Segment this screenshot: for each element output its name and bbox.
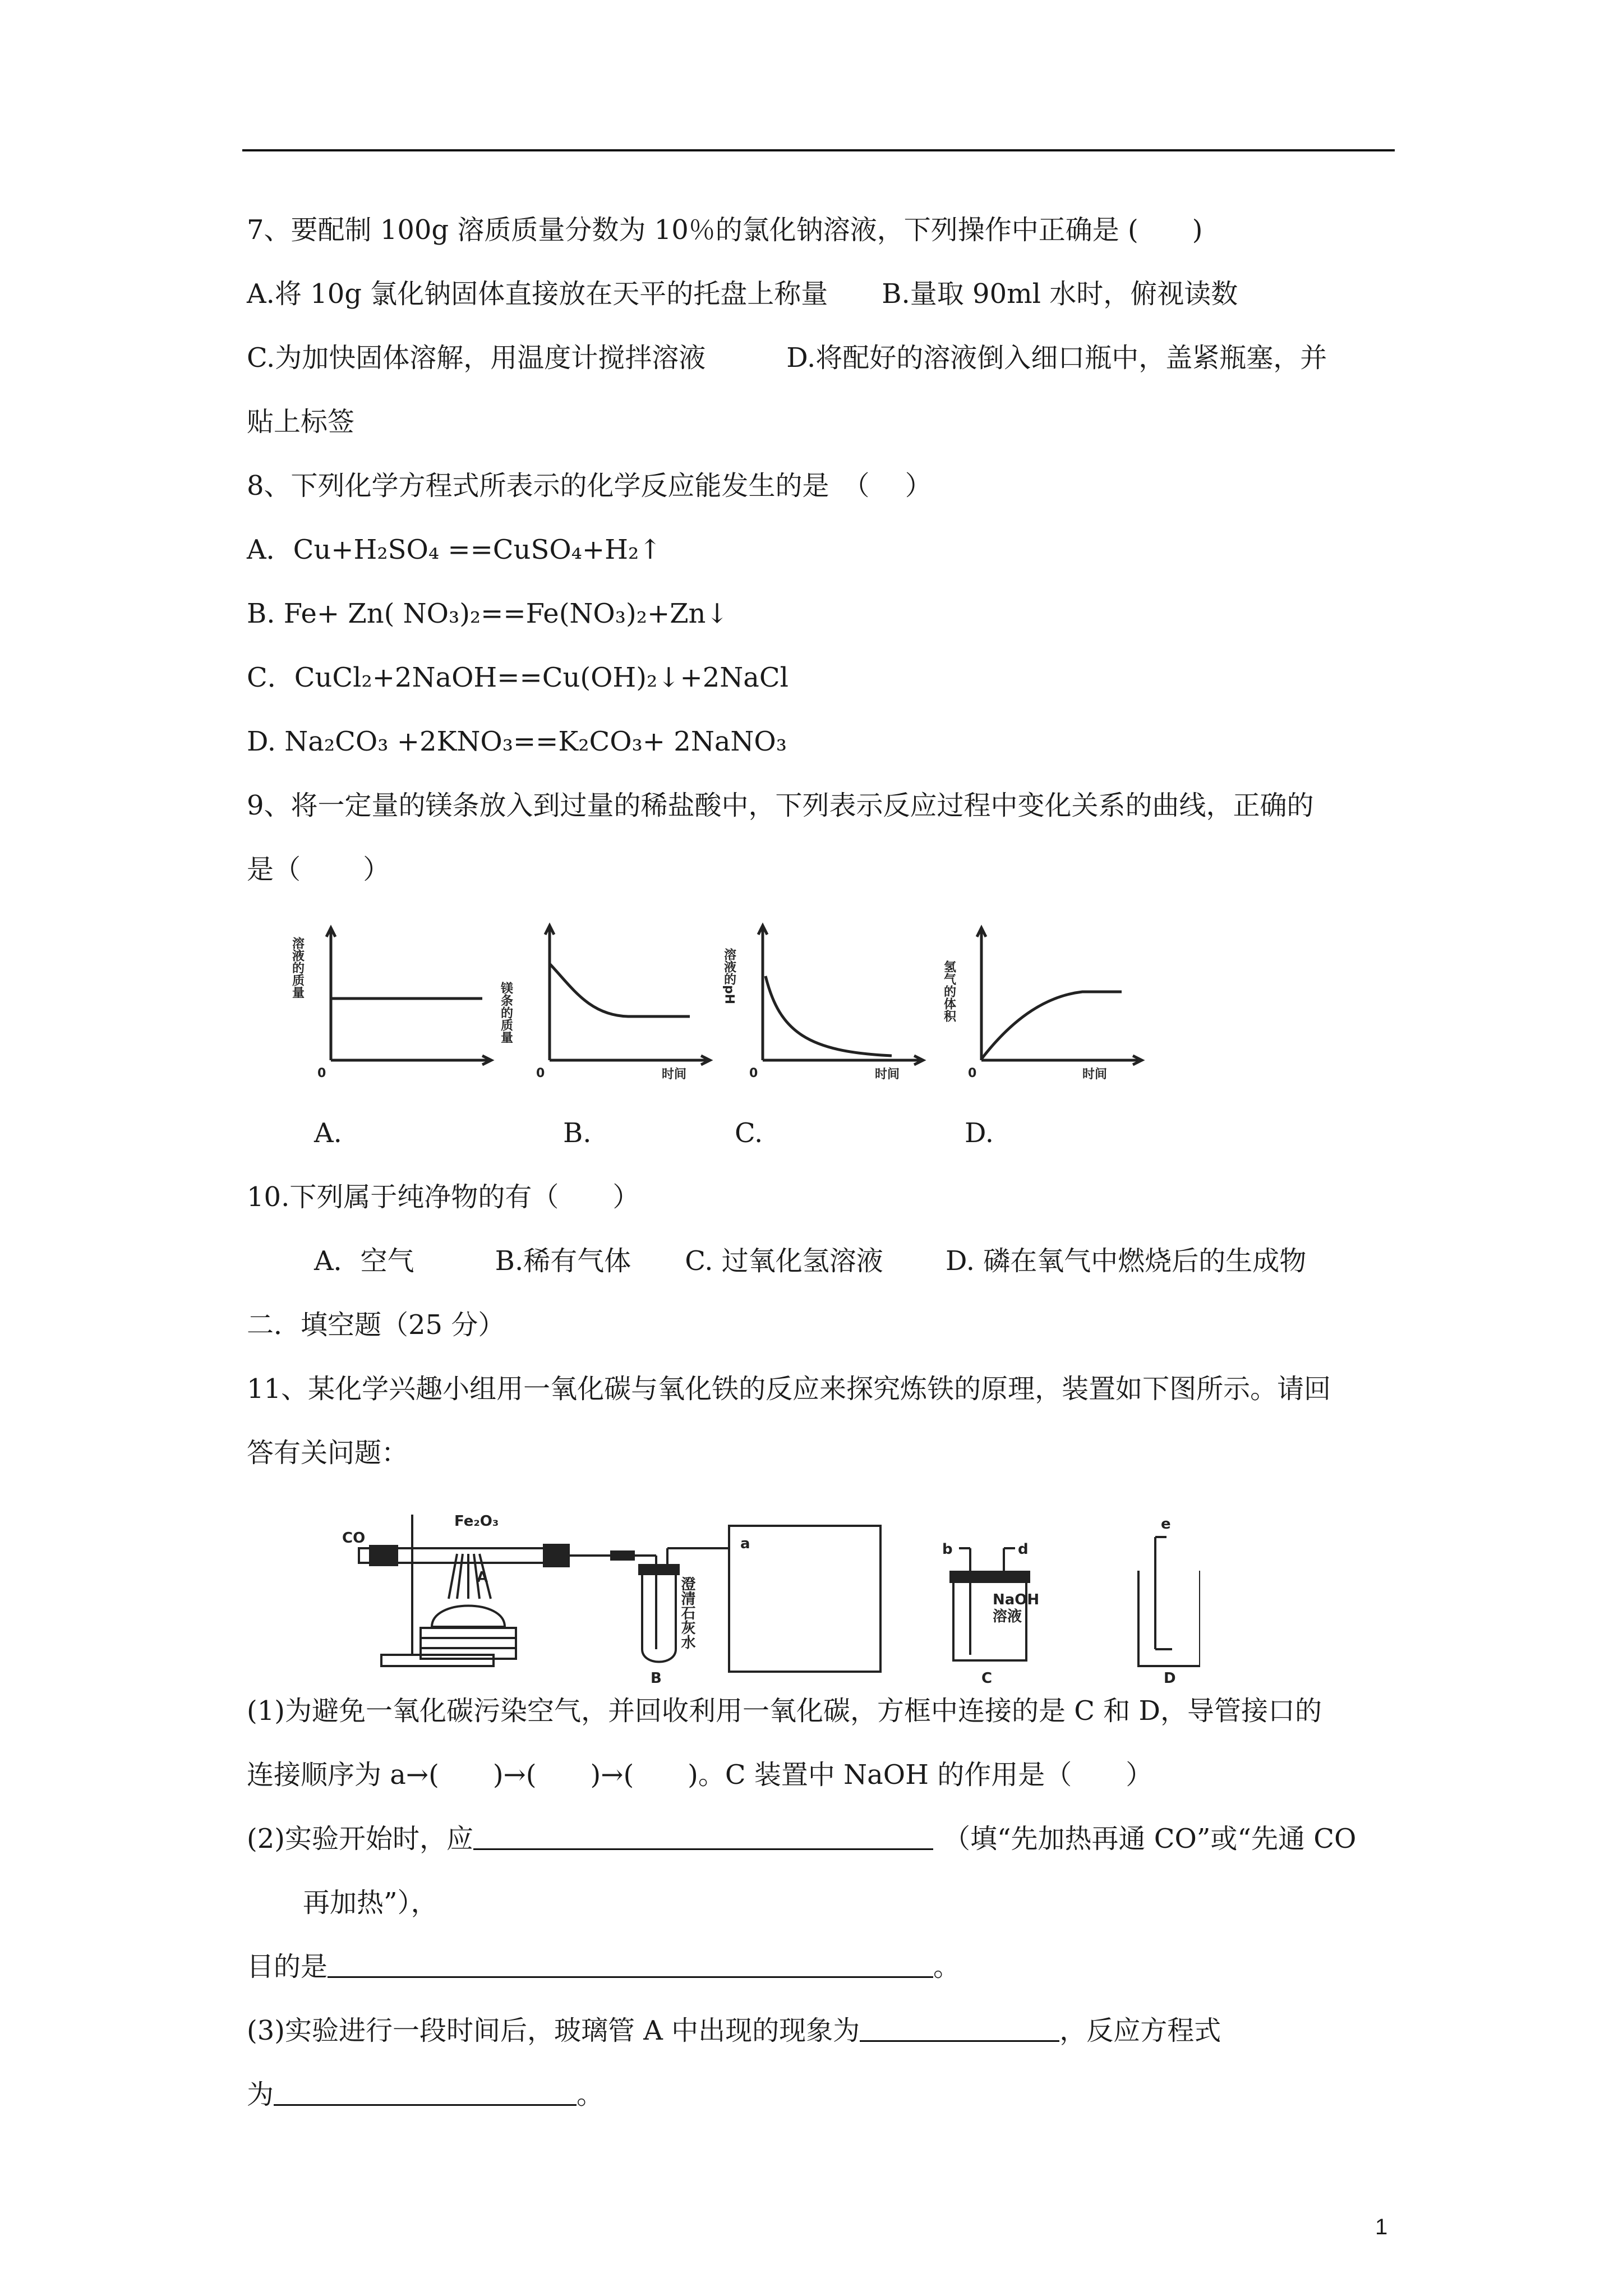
q8-option-b: B. Fe+ Zn( NO₃)₂==Fe(NO₃)₂+Zn↓ — [247, 598, 728, 629]
graph-a-origin: 0 — [317, 1066, 326, 1080]
q8-stem: 8、下列化学方程式所表示的化学反应能发生的是 （ ） — [247, 470, 932, 501]
graph-c-ylabel: 溶液的pH — [722, 948, 736, 1005]
graph-d-ylabel: 氢气的体积 — [942, 960, 956, 1022]
label-a-port: a — [740, 1535, 750, 1552]
graph-a — [326, 928, 491, 1065]
q11-part3-line2 — [247, 2078, 603, 2111]
graph-c-curve — [766, 976, 892, 1056]
q11-part2-line1 — [247, 1822, 1356, 1856]
q10-options: A．空气 B.稀有气体 C. 过氧化氢溶液 D. 磷在氧气中燃烧后的生成物 — [314, 1245, 1307, 1277]
q11-stem-2: 答有关问题： — [247, 1437, 409, 1469]
label-e-port: e — [1161, 1516, 1171, 1533]
graph-c-origin: 0 — [749, 1066, 758, 1080]
q11-part2-suffix: （填“先加热再通 CO”或“先通 CO — [943, 1823, 1357, 1855]
q8-option-a: A．Cu+H₂SO₄ ==CuSO₄+H₂↑ — [247, 534, 662, 565]
q7-stem: 7、要配制 100g 溶质质量分数为 10％的氯化钠溶液，下列操作中正确是 ( ) — [247, 214, 1203, 246]
q11-phenomenon-blank[interactable] — [860, 2014, 1059, 2042]
q11-stem: 11、某化学兴趣小组用一氧化碳与氧化铁的反应来探究炼铁的原理，装置如下图所示。请回 — [247, 1373, 1331, 1405]
q7-option-d-cont: 贴上标签 — [247, 406, 355, 438]
label-b: B — [651, 1670, 662, 1687]
label-c: C — [981, 1670, 993, 1687]
q11-part2-line3 — [247, 1950, 960, 1984]
q7-options-ab: A.将 10g 氯化钠固体直接放在天平的托盘上称量 B.量取 90ml 水时，俯视读数 — [247, 278, 1238, 310]
page-number: 1 — [1375, 2215, 1388, 2239]
q9-stem: 9、将一定量的镁条放入到过量的稀盐酸中，下列表示反应过程中变化关系的曲线，正确的 — [247, 790, 1314, 821]
label-a-tube: A — [477, 1569, 488, 1586]
header-rule — [242, 149, 1395, 151]
label-b-port: b — [942, 1541, 953, 1558]
q11-equation-label: 为 — [247, 2079, 274, 2110]
q11-apparatus-diagram — [336, 1503, 1200, 1688]
graph-b-curve — [550, 964, 690, 1016]
graph-d-curve — [981, 992, 1122, 1059]
label-d-port: d — [1018, 1541, 1029, 1558]
q11-part2-answer-blank[interactable] — [473, 1823, 933, 1850]
q11-equation-blank[interactable] — [274, 2078, 577, 2106]
q11-part3-suffix: ，反应方程式 — [1059, 2015, 1221, 2046]
graph-c-xlabel: 时间 — [875, 1068, 900, 1082]
q9-label-c: C. — [735, 1117, 763, 1149]
graph-b-xlabel: 时间 — [662, 1068, 687, 1082]
graph-a-ylabel: 溶液的质量 — [290, 937, 305, 999]
q8-option-d: D. Na₂CO₃ +2KNO₃==K₂CO₃+ 2NaNO₃ — [247, 726, 787, 757]
q11-part3-line1 — [247, 2014, 1221, 2047]
label-solution: 溶液 — [993, 1608, 1022, 1625]
q9-graphs — [264, 920, 1195, 1088]
graph-b-ylabel: 镁条的质量 — [499, 982, 513, 1043]
graph-d-origin: 0 — [968, 1066, 977, 1080]
q8-option-c: C．CuCl₂+2NaOH==Cu(OH)₂↓+2NaCl — [247, 662, 789, 693]
label-d: D — [1164, 1670, 1176, 1687]
q11-part2-line2: 再加热”）， — [303, 1887, 438, 1918]
label-fe2o3: Fe₂O₃ — [454, 1513, 499, 1530]
q11-part1-line1: (1)为避免一氧化碳污染空气，并回收利用一氧化碳，方框中连接的是 C 和 D，导管接口的 — [247, 1695, 1322, 1727]
graph-c — [758, 926, 923, 1065]
q9-label-a: A. — [314, 1117, 342, 1149]
q11-part3-prefix: (3)实验进行一段时间后，玻璃管 A 中出现的现象为 — [247, 2015, 860, 2046]
q11-purpose-label: 目的是 — [247, 1951, 328, 1982]
q10-stem: 10.下列属于纯净物的有（ ） — [247, 1181, 640, 1213]
label-naoh: NaOH — [993, 1591, 1040, 1608]
q9-stem-2: 是（ ） — [247, 854, 390, 885]
q11-purpose-end: 。 — [933, 1951, 961, 1982]
graph-d-xlabel: 时间 — [1082, 1068, 1108, 1082]
section-2-title: 二．填空题（25 分） — [247, 1309, 505, 1341]
q11-equation-end: 。 — [577, 2079, 604, 2110]
graph-d — [977, 928, 1142, 1065]
graph-b — [545, 926, 710, 1065]
q7-options-cd: C.为加快固体溶解，用温度计搅拌溶液 D.将配好的溶液倒入细口瓶中，盖紧瓶塞，并 — [247, 342, 1327, 374]
q11-part1-line2: 连接顺序为 a→( )→( )→( )。C 装置中 NaOH 的作用是（ ） — [247, 1759, 1153, 1791]
q11-purpose-blank[interactable] — [328, 1950, 933, 1978]
label-co: CO — [342, 1530, 366, 1547]
graph-b-origin: 0 — [536, 1066, 545, 1080]
q9-label-d: D. — [965, 1117, 994, 1149]
label-limewater: 澄清石灰水 — [679, 1576, 695, 1649]
q11-part2-prefix: (2)实验开始时，应 — [247, 1823, 473, 1855]
q9-label-b: B. — [563, 1117, 592, 1149]
